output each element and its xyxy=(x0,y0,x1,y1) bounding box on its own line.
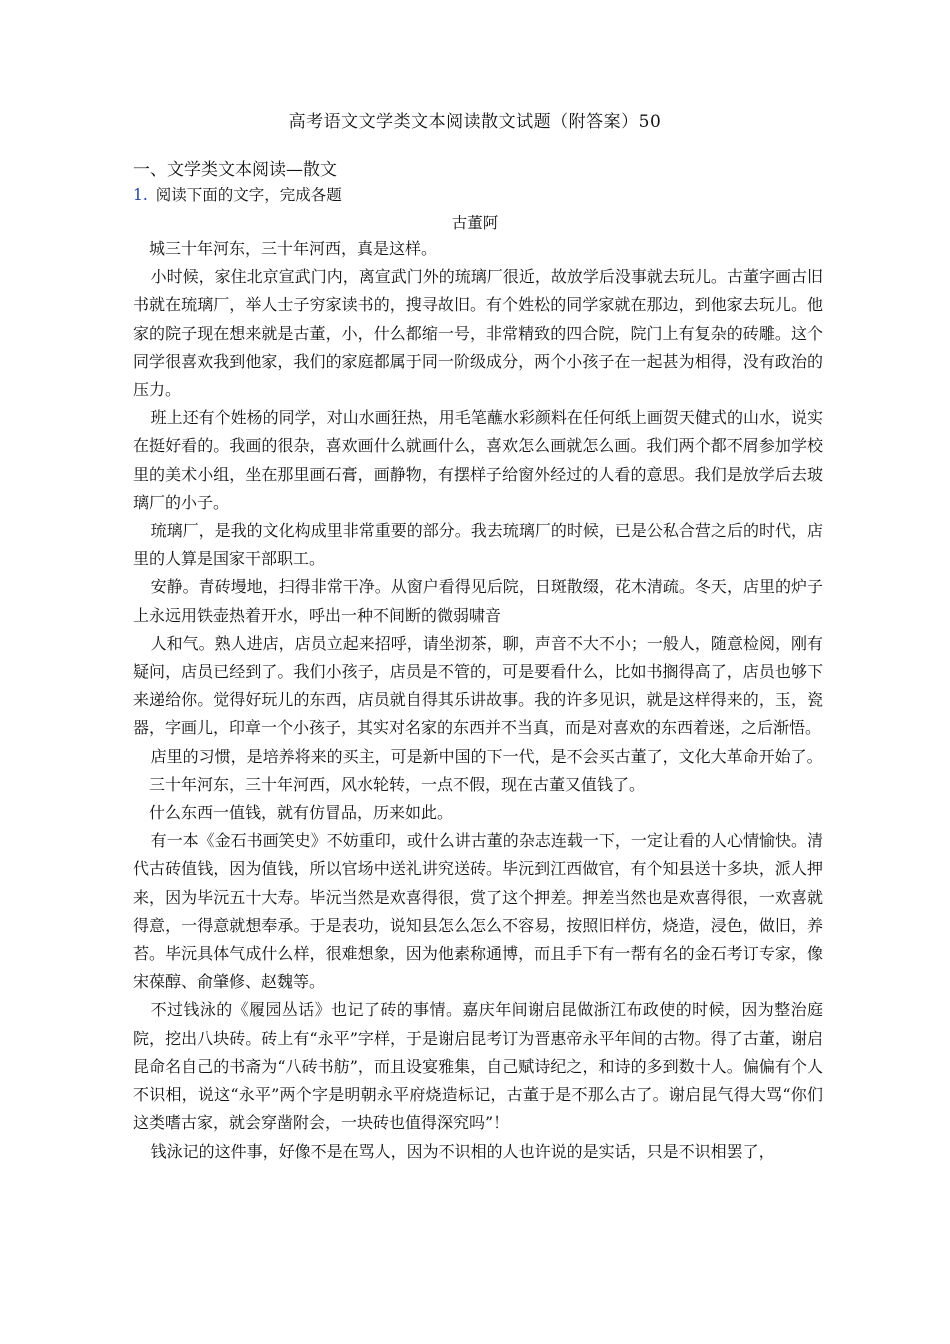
question-number: 1. xyxy=(133,186,148,204)
paragraph: 店里的习惯，是培养将来的买主，可是新中国的下一代，是不会买古董了，文化大革命开始了。 xyxy=(150,746,823,766)
question-prompt xyxy=(133,183,342,205)
paragraph: 安静。青砖墁地，扫得非常干净。从窗户看得见后院，日斑散缀，花木清疏。冬天，店里的炉子上永远用铁壶热着开水，呼出一种不间断的微弱啸音 xyxy=(133,577,823,625)
article-title: 古董阿 xyxy=(451,214,499,232)
paragraph: 有一本《金石书画笑史》不妨重印，或什么讲古董的杂志连载一下，一定让看的人心情愉快。清代古砖值钱，因为值钱，所以官场中送礼讲究送砖。毕沅到江西做官，有个知县送十多块，派人押来，因为毕沅五十大寿。毕沅当然是欢喜得很，赏了这个押差。押差当然也是欢喜得很，一欢喜就得意，一得意就想奉承。于是表功，说知县怎么怎么不容易，按照旧样仿，烧造，浸色，做旧，养苔。毕沅具体气成什么样，很难想象，因为他素称通博，而且手下有一帮有名的金石考订专家，像宋葆醇、俞肇修、赵魏等。 xyxy=(133,831,823,992)
paragraph: 班上还有个姓杨的同学，对山水画狂热，用毛笔蘸水彩颜料在任何纸上画贺天健式的山水，说实在挺好看的。我画的很杂，喜欢画什么就画什么，喜欢怎么画就怎么画。我们两个都不屑参加学校里的美术小组，坐在那里画石膏，画静物，有摆样子给窗外经过的人看的意思。我们是放学后去玻璃厂的小子。 xyxy=(133,408,823,512)
paragraph: 小时候，家住北京宣武门内，离宣武门外的琉璃厂很近，故放学后没事就去玩儿。古董字画古旧书就在琉璃厂，举人士子穷家读书的，搜寻故旧。有个姓松的同学家就在那边，到他家去玩儿。他家的院子现在想来就是古董，小，什么都缩一号，非常精致的四合院，院门上有复杂的砖雕。这个同学很喜欢我到他家，我们的家庭都属于同一阶级成分，两个小孩子在一起甚为相得，没有政治的压力。 xyxy=(133,267,823,400)
section-title: 一、文学类文本阅读—散文 xyxy=(133,160,337,180)
article-body xyxy=(133,235,823,1166)
paragraph: 钱泳记的这件事，好像不是在骂人，因为不识相的人也许说的是实话，只是不识相罢了， xyxy=(150,1141,775,1161)
paragraph: 不过钱泳的《履园丛话》也记了砖的事情。嘉庆年间谢启昆做浙江布政使的时候，因为整治庭院，挖出八块砖。砖上有“永平”字样，于是谢启昆考订为晋惠帝永平年间的古物。得了古董，谢启昆命名自己的书斋为“八砖书舫”，而且设宴雅集，自己赋诗纪之，和诗的多到数十人。偏偏有个人不识相，说这“永平”两个字是明朝永平府烧造标记，古董于是不那么古了。谢启昆气得大骂“你们这类嗜古家，就会穿凿附会，一块砖也值得深究吗”！ xyxy=(133,1000,823,1133)
paragraph: 城三十年河东，三十年河西，真是这样。 xyxy=(149,239,438,258)
document-title: 高考语文文学类文本阅读散文试题（附答案）50 xyxy=(288,112,662,132)
paragraph: 三十年河东，三十年河西，风水轮转，一点不假，现在古董又值钱了。 xyxy=(149,774,646,794)
paragraph: 什么东西一值钱，就有仿冒品，历来如此。 xyxy=(149,803,454,823)
paragraph: 人和气。熟人进店，店员立起来招呼，请坐沏茶，聊，声音不大不小；一般人，随意检阅，刚有疑问，店员已经到了。我们小孩子，店员是不管的，可是要看什么，比如书搁得高了，店员也够下来递给你。觉得好玩儿的东西，店员就自得其乐讲故事。我的许多见识，就是这样得来的，玉，瓷器，字画儿，印章一个小孩子，其实对名家的东西并不当真，而是对喜欢的东西着迷，之后渐悟。 xyxy=(133,633,823,738)
question-text: 阅读下面的文字，完成各题 xyxy=(155,186,342,204)
paragraph: 琉璃厂，是我的文化构成里非常重要的部分。我去琉璃厂的时候，已是公私合营之后的时代，店里的人算是国家干部职工。 xyxy=(133,521,823,569)
